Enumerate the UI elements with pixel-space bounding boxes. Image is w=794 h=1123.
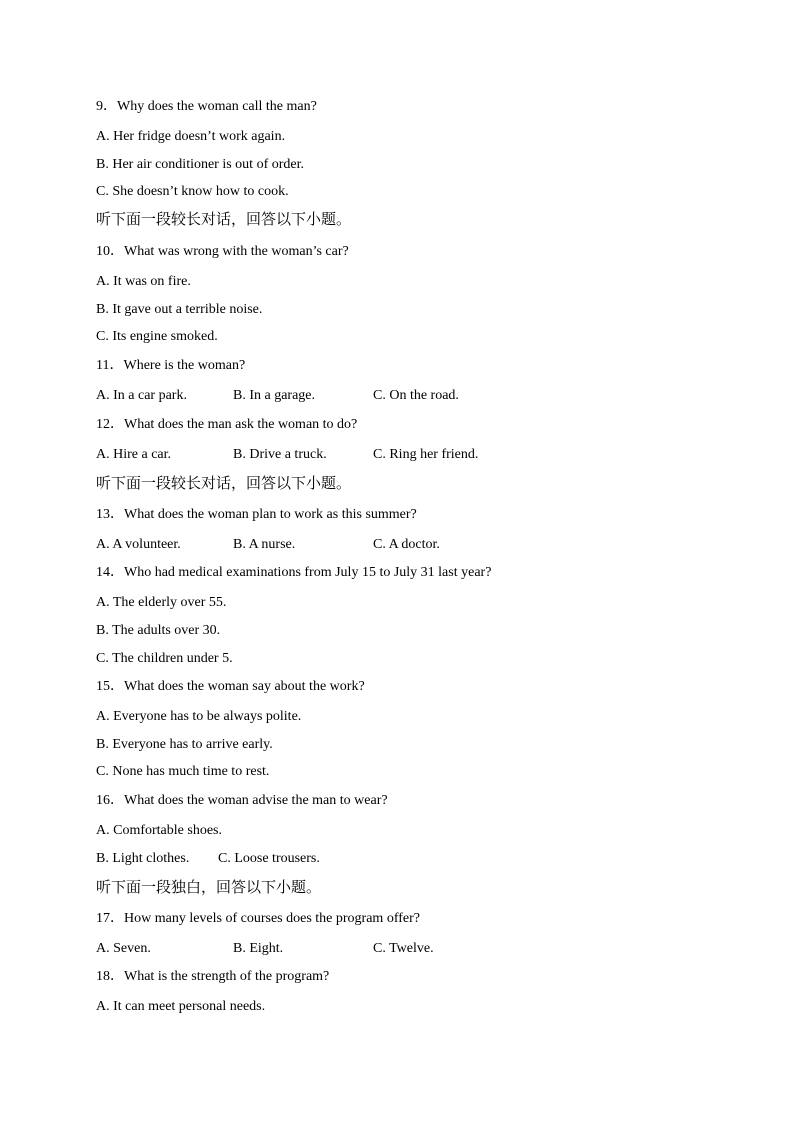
q9-option-b: B. Her air conditioner is out of order.	[96, 157, 305, 172]
question-9: 9．Why does the woman call the man?	[96, 99, 317, 114]
q10-option-c: C. Its engine smoked.	[96, 329, 218, 344]
section-heading-dialogue-2: 听下面一段较长对话，回答以下小题。	[96, 474, 352, 492]
q13-option-a: A. A volunteer.	[96, 537, 181, 552]
q17-option-c: C. Twelve.	[373, 941, 434, 956]
question-14: 14．Who had medical examinations from July 15 to July 31 last year?	[96, 565, 492, 580]
question-10: 10．What was wrong with the woman’s car?	[96, 244, 349, 259]
q11-option-a: A. In a car park.	[96, 388, 187, 403]
q14-option-a: A. The elderly over 55.	[96, 595, 227, 610]
q15-option-b: B. Everyone has to arrive early.	[96, 737, 273, 752]
q10-option-a: A. It was on fire.	[96, 274, 191, 289]
q9-option-c: C. She doesn’t know how to cook.	[96, 184, 289, 199]
question-12: 12．What does the man ask the woman to do?	[96, 417, 358, 432]
question-13: 13．What does the woman plan to work as this summer?	[96, 507, 417, 522]
section-heading-dialogue-1: 听下面一段较长对话，回答以下小题。	[96, 210, 352, 228]
question-17: 17．How many levels of courses does the program offer?	[96, 911, 420, 926]
q11-option-b: B. In a garage.	[233, 388, 316, 403]
q12-option-b: B. Drive a truck.	[233, 447, 327, 462]
q11-option-c: C. On the road.	[373, 388, 459, 403]
q15-option-c: C. None has much time to rest.	[96, 764, 270, 779]
q16-option-a: A. Comfortable shoes.	[96, 823, 222, 838]
question-18: 18．What is the strength of the program?	[96, 969, 330, 984]
q15-option-a: A. Everyone has to be always polite.	[96, 709, 302, 724]
q14-option-c: C. The children under 5.	[96, 651, 233, 666]
question-15: 15．What does the woman say about the work?	[96, 679, 365, 694]
q16-option-b: B. Light clothes.	[96, 851, 190, 866]
q14-option-b: B. The adults over 30.	[96, 623, 221, 638]
q17-option-b: B. Eight.	[233, 941, 284, 956]
section-heading-monologue: 听下面一段独白，回答以下小题。	[96, 878, 322, 896]
question-16: 16．What does the woman advise the man to wear?	[96, 793, 388, 808]
q13-option-c: C. A doctor.	[373, 537, 440, 552]
question-11: 11．Where is the woman?	[96, 358, 246, 373]
q9-option-a: A. Her fridge doesn’t work again.	[96, 129, 286, 144]
q17-option-a: A. Seven.	[96, 941, 151, 956]
q12-option-c: C. Ring her friend.	[373, 447, 479, 462]
q12-option-a: A. Hire a car.	[96, 447, 172, 462]
q16-option-c: C. Loose trousers.	[218, 851, 320, 866]
q18-option-a: A. It can meet personal needs.	[96, 999, 266, 1014]
q13-option-b: B. A nurse.	[233, 537, 296, 552]
q10-option-b: B. It gave out a terrible noise.	[96, 302, 263, 317]
